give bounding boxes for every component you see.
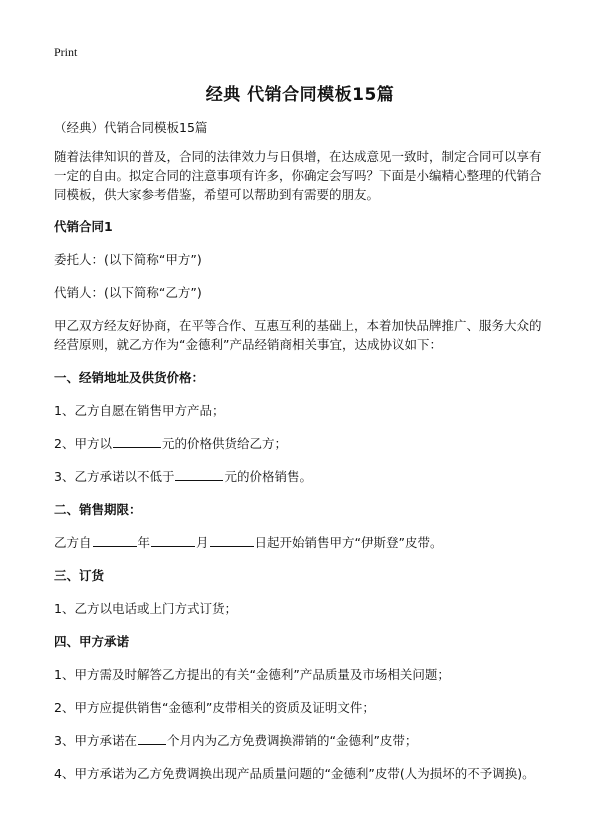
section-1-item-3 bbox=[54, 467, 548, 486]
document-body bbox=[54, 118, 548, 797]
section-2-text-d: 日起开始销售甲方“伊斯登”皮带。 bbox=[254, 535, 443, 550]
section-4-item-4: 4、甲方承诺为乙方免费调换出现产品质量问题的“金德利”皮带(人为损坏的不予调换)。 bbox=[54, 766, 535, 781]
print-link[interactable]: Print bbox=[54, 45, 78, 59]
section-4-heading: 四、甲方承诺 bbox=[54, 634, 130, 649]
agent-line: 代销人：(以下简称“乙方”) bbox=[54, 285, 202, 300]
month-blank bbox=[151, 534, 195, 547]
section-2-text bbox=[54, 533, 548, 552]
section-2-heading: 二、销售期限： bbox=[54, 502, 142, 517]
months-blank bbox=[138, 732, 166, 745]
section-1-item-2 bbox=[54, 434, 548, 453]
section-2-text-c: 月 bbox=[196, 535, 209, 550]
section-4-item-2: 2、甲方应提供销售“金德利”皮带相关的资质及证明文件； bbox=[54, 700, 375, 715]
price-blank bbox=[113, 435, 161, 448]
preamble-paragraph: 甲乙双方经友好协商，在平等合作、互惠互利的基础上，本着加快品牌推广、服务大众的经营原则，就乙方作为“金德利”产品经销商相关事宜，达成协议如下： bbox=[54, 318, 542, 352]
intro-paragraph: 随着法律知识的普及，合同的法律效力与日俱增，在达成意见一致时，制定合同可以享有一定的自由。拟定合同的注意事项有许多，你确定会写吗？下面是小编精心整理的代销合同模板，供大家参考借鉴，希望可以帮助到有需要的朋友。 bbox=[54, 149, 542, 202]
section-3-heading: 三、订货 bbox=[54, 568, 105, 583]
section-4-item-1: 1、甲方需及时解答乙方提出的有关“金德利”产品质量及市场相关问题； bbox=[54, 667, 450, 682]
section-1-item-1: 1、乙方自愿在销售甲方产品； bbox=[54, 403, 225, 418]
document-title: 经典 代销合同模板15篇 bbox=[205, 85, 395, 105]
document-subtitle: （经典）代销合同模板15篇 bbox=[54, 120, 208, 135]
section-4-item-3-suffix: 个月内为乙方免费调换滞销的“金德利”皮带； bbox=[166, 733, 418, 748]
section-4-item-3-prefix: 3、甲方承诺在 bbox=[54, 733, 137, 748]
section-2-text-a: 乙方自 bbox=[54, 535, 92, 550]
section-2-text-b: 年 bbox=[137, 535, 151, 550]
day-blank bbox=[210, 534, 254, 547]
section-1-item-2-suffix: 元的价格供货给乙方； bbox=[161, 436, 287, 451]
section-1-item-2-prefix: 2、甲方以 bbox=[54, 436, 112, 451]
contract-heading: 代销合同1 bbox=[54, 219, 113, 234]
principal-line: 委托人：(以下简称“甲方”) bbox=[54, 252, 202, 267]
min-price-blank bbox=[175, 468, 223, 481]
section-1-item-3-suffix: 元的价格销售。 bbox=[224, 469, 312, 484]
section-1-heading: 一、经销地址及供货价格： bbox=[54, 370, 205, 385]
section-3-item-1: 1、乙方以电话或上门方式订货； bbox=[54, 601, 237, 616]
year-blank bbox=[93, 534, 137, 547]
section-1-item-3-prefix: 3、乙方承诺以不低于 bbox=[54, 469, 175, 484]
section-4-item-3 bbox=[54, 731, 548, 750]
